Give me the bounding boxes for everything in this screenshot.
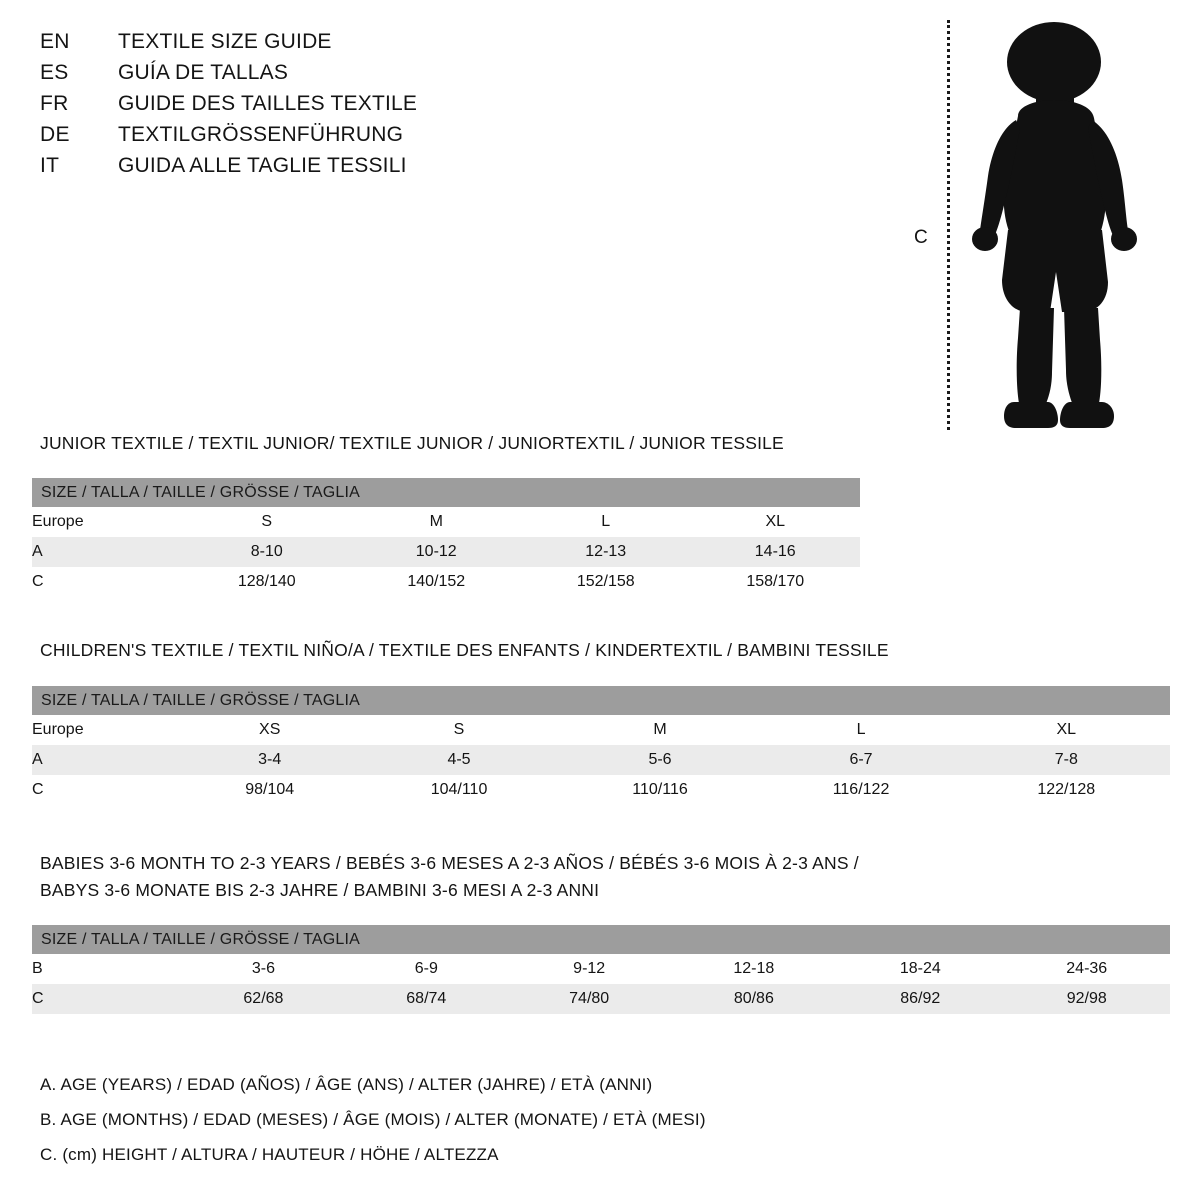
- table-header-label: SIZE / TALLA / TAILLE / GRÖSSE / TAGLIA: [32, 686, 1170, 715]
- language-row-en: [40, 30, 660, 61]
- cell: XS: [182, 715, 357, 745]
- cell: 6-9: [345, 954, 508, 984]
- cell: 104/110: [357, 775, 560, 805]
- language-code: FR: [40, 92, 69, 115]
- footnote-c: C. (cm) HEIGHT / ALTURA / HAUTEUR / HÖHE / ALTEZZA: [40, 1144, 499, 1164]
- table-row: [32, 984, 1170, 1014]
- row-label: A: [32, 745, 182, 775]
- section-title-junior: JUNIOR TEXTILE / TEXTIL JUNIOR/ TEXTILE JUNIOR / JUNIORTEXTIL / JUNIOR TESSILE: [40, 433, 784, 453]
- cell: 152/158: [521, 567, 691, 597]
- language-row-es: [40, 61, 660, 92]
- cell: 92/98: [1004, 984, 1171, 1014]
- cell: 10-12: [352, 537, 522, 567]
- row-label: C: [32, 567, 182, 597]
- section-title-babies-line1: BABIES 3-6 MONTH TO 2-3 YEARS / BEBÉS 3-6 MESES A 2-3 AÑOS / BÉBÉS 3-6 MOIS À 2-3 ANS /: [40, 853, 859, 873]
- child-silhouette-icon: [958, 20, 1143, 435]
- cell: 3-4: [182, 745, 357, 775]
- table-row: [32, 745, 1170, 775]
- table-header-row: [32, 478, 860, 507]
- cell: 24-36: [1004, 954, 1171, 984]
- cell: M: [561, 715, 760, 745]
- row-label: C: [32, 984, 182, 1014]
- table-header-row: [32, 686, 1170, 715]
- cell: 6-7: [759, 745, 962, 775]
- cell: 18-24: [837, 954, 1003, 984]
- cell: 140/152: [352, 567, 522, 597]
- cell: 4-5: [357, 745, 560, 775]
- cell: XL: [691, 507, 861, 537]
- table-row: [32, 537, 860, 567]
- table-row: [32, 775, 1170, 805]
- row-label: C: [32, 775, 182, 805]
- cell: 110/116: [561, 775, 760, 805]
- row-label: A: [32, 537, 182, 567]
- section-title-babies-line2: BABYS 3-6 MONATE BIS 2-3 JAHRE / BAMBINI 3-6 MESI A 2-3 ANNI: [40, 880, 600, 901]
- cell: M: [352, 507, 522, 537]
- language-code: DE: [40, 123, 70, 146]
- row-label: Europe: [32, 715, 182, 745]
- table-header-label: SIZE / TALLA / TAILLE / GRÖSSE / TAGLIA: [32, 925, 1170, 954]
- cell: 86/92: [837, 984, 1003, 1014]
- cell: 14-16: [691, 537, 861, 567]
- table-row: [32, 715, 1170, 745]
- cell: L: [521, 507, 691, 537]
- height-measurement-figure: [900, 12, 1160, 432]
- footnote-a: A. AGE (YEARS) / EDAD (AÑOS) / ÂGE (ANS) / ALTER (JAHRE) / ETÀ (ANNI): [40, 1075, 653, 1094]
- row-label: B: [32, 954, 182, 984]
- table-row: [32, 567, 860, 597]
- language-title-block: [40, 30, 660, 185]
- language-row-de: [40, 123, 660, 154]
- cell: 12-13: [521, 537, 691, 567]
- cell: 12-18: [671, 954, 837, 984]
- cell: 3-6: [182, 954, 345, 984]
- table-header-label: SIZE / TALLA / TAILLE / GRÖSSE / TAGLIA: [32, 478, 860, 507]
- language-row-fr: [40, 92, 660, 123]
- cell: S: [357, 715, 560, 745]
- language-title: GUÍA DE TALLAS: [118, 61, 289, 84]
- row-label: Europe: [32, 507, 182, 537]
- footnote-legend: [40, 1068, 1040, 1173]
- section-title-children: CHILDREN'S TEXTILE / TEXTIL NIÑO/A / TEXTILE DES ENFANTS / KINDERTEXTIL / BAMBINI TESSILE: [40, 640, 889, 660]
- section-title-babies: [40, 850, 1020, 904]
- language-title: TEXTILGRÖSSENFÜHRUNG: [118, 123, 404, 146]
- junior-size-table: [32, 478, 860, 597]
- language-code: ES: [40, 61, 69, 84]
- cell: 158/170: [691, 567, 861, 597]
- height-dashed-line: [947, 20, 950, 430]
- cell: 68/74: [345, 984, 508, 1014]
- children-size-table: [32, 686, 1170, 805]
- cell: XL: [963, 715, 1170, 745]
- cell: L: [759, 715, 962, 745]
- table-row: [32, 954, 1170, 984]
- cell: 80/86: [671, 984, 837, 1014]
- table-header-row: [32, 925, 1170, 954]
- cell: 74/80: [508, 984, 671, 1014]
- language-title: GUIDE DES TAILLES TEXTILE: [118, 92, 418, 115]
- language-code: EN: [40, 30, 70, 53]
- cell: 62/68: [182, 984, 345, 1014]
- cell: 122/128: [963, 775, 1170, 805]
- table-row: [32, 507, 860, 537]
- language-code: IT: [40, 154, 60, 177]
- cell: 7-8: [963, 745, 1170, 775]
- babies-size-table: [32, 925, 1170, 1014]
- cell: 5-6: [561, 745, 760, 775]
- cell: 98/104: [182, 775, 357, 805]
- cell: 128/140: [182, 567, 352, 597]
- cell: 116/122: [759, 775, 962, 805]
- footnote-b: B. AGE (MONTHS) / EDAD (MESES) / ÂGE (MOIS) / ALTER (MONATE) / ETÀ (MESI): [40, 1109, 706, 1129]
- measurement-label-c: C: [914, 227, 928, 248]
- cell: 9-12: [508, 954, 671, 984]
- language-title: TEXTILE SIZE GUIDE: [118, 30, 332, 53]
- language-row-it: [40, 154, 660, 185]
- language-title: GUIDA ALLE TAGLIE TESSILI: [118, 154, 407, 177]
- cell: 8-10: [182, 537, 352, 567]
- cell: S: [182, 507, 352, 537]
